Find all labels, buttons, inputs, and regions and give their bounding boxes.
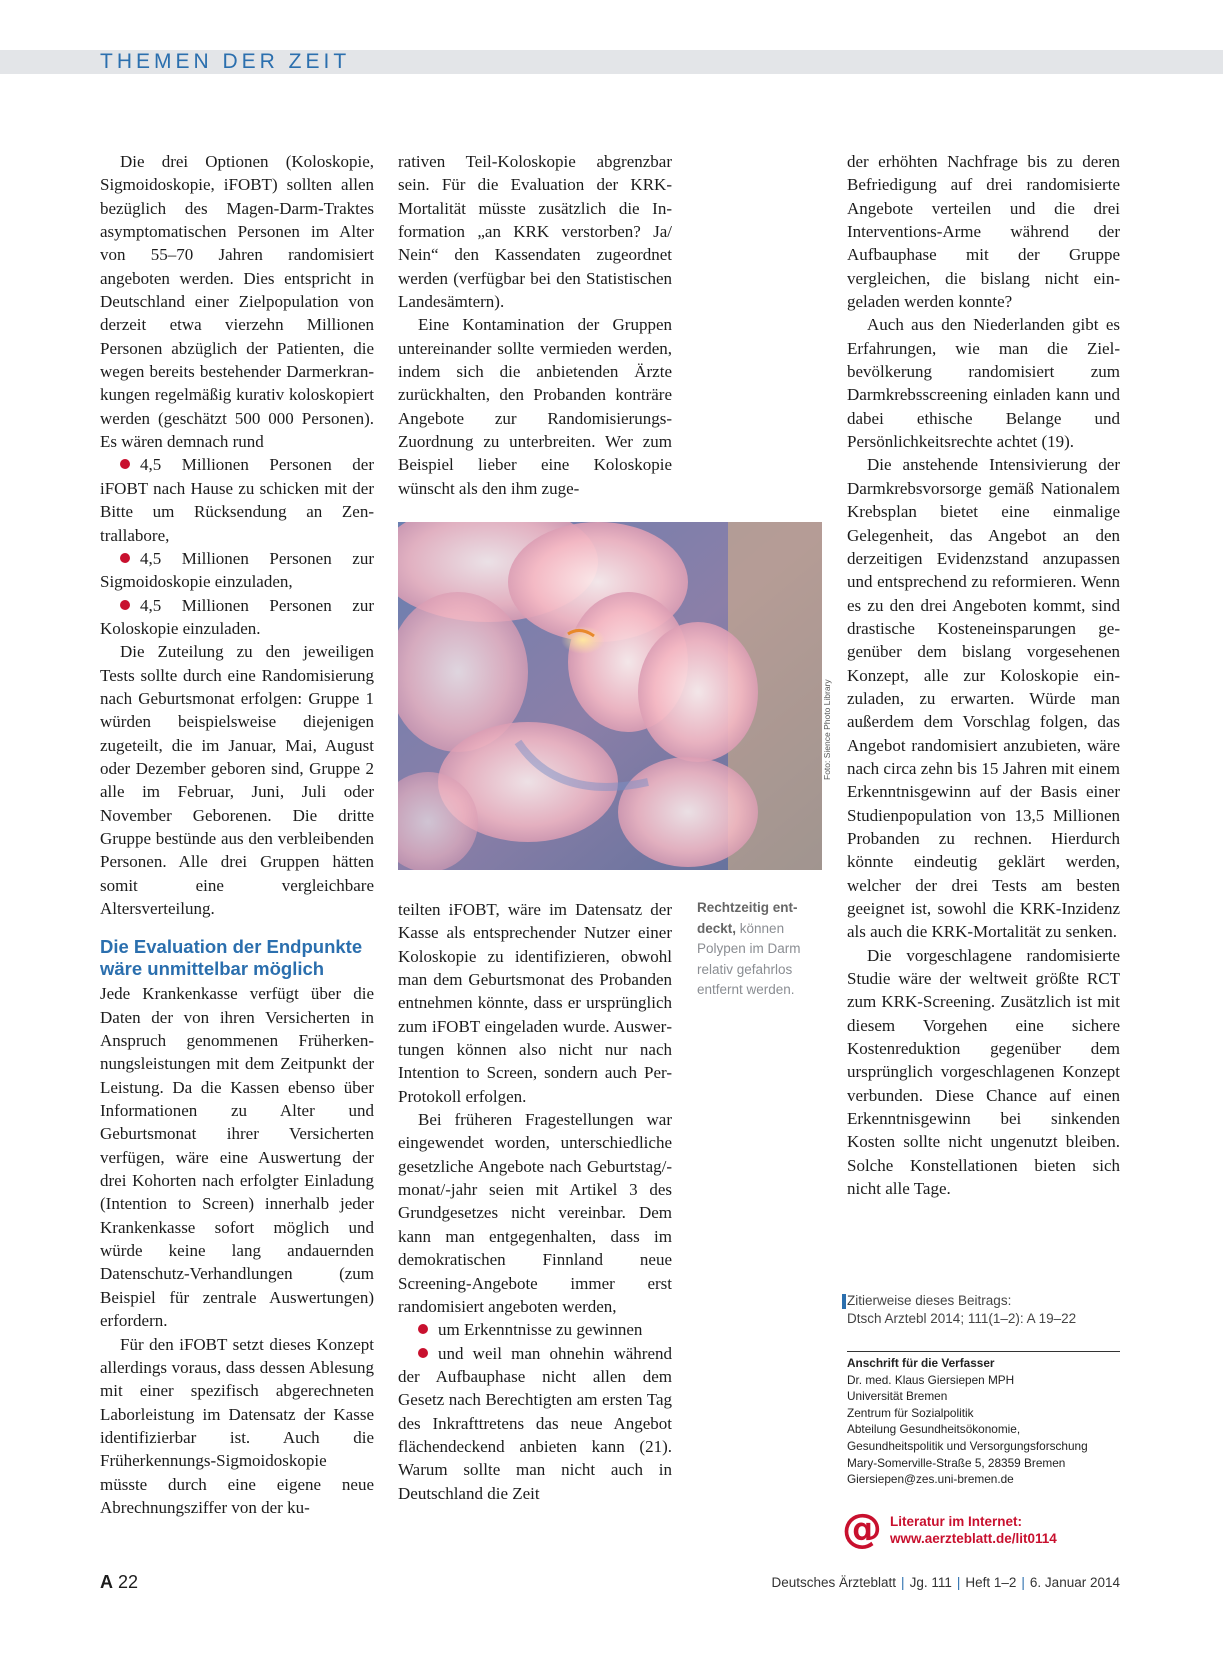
- citation-reference: Dtsch Arztebl 2014; 111(1–2): A 19–22: [847, 1311, 1077, 1326]
- paragraph: Bei früheren Fragestellungen war eingewendet worden, unterschiedliche gesetzliche Angebote nach Geburtstag/-monat/-jahr seien mit Artikel 3 des Grundgesetzes nicht vereinbar. Dem kann man entgegenhalten, dass im demokratischen Finnland neue Screening-Angebote immer erst randomisiert angeboten werden,: [398, 1110, 672, 1316]
- author-email[interactable]: Giersiepen@zes.uni-bremen.de: [847, 1472, 1014, 1487]
- literature-label: Literatur im Internet:: [890, 1514, 1023, 1529]
- bullet-item: 4,5 Millionen Personen zur Koloskopie einzuladen.: [100, 595, 374, 638]
- bullet-dot-icon: [418, 1324, 428, 1334]
- paragraph: Eine Kontamination der Gruppen untereinander sollte vermieden werden, indem sich die anbietenden Ärzte zurückhalten, den Probanden konträre Angebote zur Randomisierungs-Zuordnung zu unterbreiten. Wer zum Beispiel lieber eine Koloskopie wünscht als den ihm zuge-: [398, 315, 672, 498]
- journal-date: 6. Januar 2014: [1029, 1575, 1120, 1590]
- citation-box: [847, 1292, 1122, 1328]
- bullet-dot-icon: [418, 1348, 428, 1358]
- photo-credit: Foto: Sience Photo Library: [822, 679, 832, 780]
- paragraph: der erhöhten Nachfrage bis zu deren Befriedigung auf drei randomisierte Angebote verteilen und die drei Interventions-Arme während der Aufbauphase mit der Gruppe vergleichen, die bislang nicht eingeladen werden konnte?: [847, 152, 1120, 312]
- caption-lead: Rechtzeitig entdeckt,: [697, 900, 798, 936]
- bullet-item: 4,5 Millionen Personen der iFOBT nach Hause zu schicken mit der Bitte um Rücksendung an Zentrallabore,: [100, 455, 374, 545]
- caption-text: können Polypen im Darm relativ gefahrlos entfernt werden.: [697, 920, 801, 997]
- paragraph: Die vorgeschlagene randomisierte Studie wäre der weltweit größte RCT zum KRK-Screening. Zusätzlich ist mit diesem Vorgehen eine sichere Kostenreduktion gegenüber dem ursprünglich vorgeschlagenen Konzept verbunden. Diese Chance auf einen Erkenntnisgewinn bei sinkenden Kosten sollte nicht ungenutzt bleiben. Solche Konstellationen bieten sich nicht alle Tage.: [847, 945, 1120, 1199]
- citation-marker: [842, 1294, 846, 1309]
- paragraph: Die anstehende Intensivierung der Darmkrebsvorsorge gemäß Nationalem Krebsplan bietet eine einmalige Gelegenheit, das Angebot an den derzeitigen Evidenzstand anzupassen und entsprechend zu reformieren. Wenn es zu den drei Angeboten kommt, sind drastische Kosteneinsparungen gegenüber dem bislang vorgesehenen Konzept, alle zur Koloskopie einzuladen, zu erwarten. Würde man außerdem dem Vorschlag folgen, das Angebot randomisiert anzubieten, wäre nach circa zehn bis 15 Jahren mit einem Erkenntnisgewinn auf der Basis einer Studienpopulation von 13,5 Millionen Probanden zu rechnen. Hierdurch könnte eindeutig geklärt werden, welcher der drei Tests am besten geeignet ist, sowohl die KRK-Inzidenz als auch die KRK-Mortalität zu senken.: [847, 455, 1120, 942]
- citation-label: Zitierweise dieses Beitrags:: [847, 1293, 1012, 1308]
- literature-link-box: [842, 1508, 1122, 1552]
- literature-url[interactable]: www.aerzteblatt.de/lit0114: [890, 1531, 1057, 1546]
- journal-volume: Jg. 111: [909, 1575, 952, 1590]
- journal-issue: Heft 1–2: [965, 1575, 1017, 1590]
- bullet-item: um Erkenntnisse zu gewinnen: [398, 1318, 672, 1341]
- paragraph: Die Zuteilung zu den jeweiligen Tests sollte durch eine Randomisierung nach Geburtsmonat erfolgen: Gruppe 1 würden beispielsweise diejenigen zugeteilt, die im Januar, Mai, August oder Dezember geboren sind, Gruppe 2 alle im Februar, Juni, Juli oder November Geborenen. Die dritte Gruppe bestünde aus den verbleibenden Personen. Alle drei Gruppen hätten somit eine vergleichbare Altersverteilung.: [100, 642, 374, 918]
- subheading: Die Evaluation der Endpunkte wäre unmittelbar möglich: [100, 936, 363, 980]
- address-line: Mary-Somerville-Straße 5, 28359 Bremen: [847, 1455, 1066, 1470]
- paragraph: Die drei Optionen (Koloskopie, Sigmoidoskopie, iFOBT) sollten allen bezüglich des Magen-Darm-Traktes asymptomatischen Personen im Alter von 55–70 Jahren randomisiert angeboten werden. Dies entspricht in Deutschland einer Zielpopulation von derzeit etwa vierzehn Millionen Personen abzüglich der Patienten, die wegen bereits bestehender Darmerkrankungen regelmäßig kurativ koloskopiert werden (geschätzt 500 000 Personen). Es wären demnach rund: [100, 152, 374, 452]
- address-line: Universität Bremen: [847, 1389, 948, 1404]
- article-column-2-bottom: [398, 898, 672, 1505]
- address-line: Gesundheitspolitik und Versorgungsforschung: [847, 1438, 1088, 1453]
- paragraph: rativen Teil-Koloskopie abgrenzbar sein. Für die Evaluation der KRK-Mortalität müsste zusätzlich die Information „an KRK verstorben? Ja/ Nein“ den Kassendaten zugeordnet werden (verfügbar bei den Statistischen Landesämtern).: [398, 152, 672, 312]
- section-title: THEMEN DER ZEIT: [100, 50, 351, 73]
- journal-footer: Deutsches Ärzteblatt | Jg. 111 | Heft 1–2 | 6. Januar 2014: [771, 1575, 1120, 1590]
- article-column-2-top: [398, 150, 672, 500]
- paragraph: Auch aus den Niederlanden gibt es Erfahrungen, wie man die Zielbevölkerung randomisiert zum Darmkrebsscreening einladen kann und dabei ethische Belange und Persönlichkeitsrechte achtet (19).: [847, 315, 1120, 452]
- address-title: Anschrift für die Verfasser: [847, 1356, 995, 1370]
- bullet-dot-icon: [120, 600, 130, 610]
- journal-name: Deutsches Ärzteblatt: [771, 1575, 897, 1590]
- paragraph: Jede Krankenkasse verfügt über die Daten der von ihren Versicherten in Anspruch genommenen Früherkennungsleistungen mit dem Zeitpunkt der Leistung. Da die Kassen ebenso über Informationen zu Alter und Geburtsmonat ihrer Versicherten verfügen, wäre eine Auswertung der drei Kohorten nach erfolgter Einladung (Intention to Screen) innerhalb jeder Krankenkasse sofort möglich und würde keine lang andauernden Datenschutz-Verhandlungen (zum Beispiel für zentrale Auswertungen) erfordern.: [100, 984, 374, 1331]
- address-line: Zentrum für Sozialpolitik: [847, 1405, 974, 1420]
- bullet-item: und weil man ohnehin während der Aufbauphase nicht allen dem Gesetz nach Berechtigten am ersten Tag des Inkrafttretens das neue Angebot flächendeckend anbieten kann (21). Warum sollte man nicht auch in Deutschland die Zeit: [398, 1343, 672, 1503]
- page-number: A 22: [100, 1572, 139, 1592]
- address-line: Dr. med. Klaus Giersiepen MPH: [847, 1372, 1015, 1387]
- article-column-3: [847, 150, 1120, 1200]
- author-address: [847, 1351, 1120, 1488]
- at-sign-icon: @: [842, 1506, 882, 1552]
- article-column-1: [100, 150, 374, 1519]
- bullet-dot-icon: [120, 459, 130, 469]
- bullet-dot-icon: [120, 553, 130, 563]
- address-line: Abteilung Gesundheitsökonomie,: [847, 1422, 1021, 1437]
- paragraph: teilten iFOBT, wäre im Datensatz der Kasse als entsprechender Nutzer einer Koloskopie zu identifizieren, obwohl man dem Geburtsmonat des Probanden entnehmen könnte, dass er ursprünglich zum iFOBT eingeladen wurde. Auswertungen können also nicht nur nach Intention to Screen, sondern auch Per-Protokoll erfolgen.: [398, 900, 672, 1106]
- colon-xray-photo: [398, 522, 822, 870]
- paragraph: Für den iFOBT setzt dieses Konzept allerdings voraus, dass dessen Ablesung mit einer spezifisch abgerechneten Laborleistung im Datensatz der Kasse identifizierbar ist. Auch die Früherkennungs-Sigmoidoskopie müsste durch eine eigene neue Abrechnungsziffer von der ku-: [100, 1334, 374, 1517]
- bullet-item: 4,5 Millionen Personen zur Sigmoidoskopie einzuladen,: [100, 548, 374, 592]
- photo-caption: [697, 898, 817, 1001]
